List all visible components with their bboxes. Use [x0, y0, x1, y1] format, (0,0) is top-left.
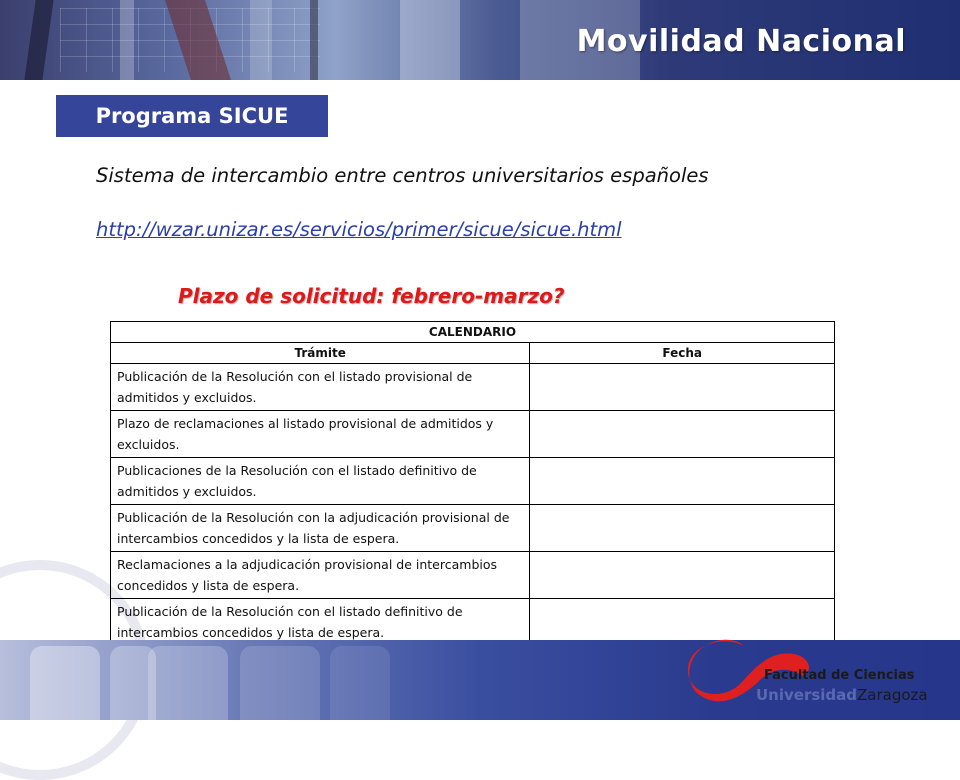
deadline-note: Plazo de solicitud: febrero-marzo?	[178, 284, 565, 308]
calendar-title: CALENDARIO	[111, 322, 835, 343]
table-row	[111, 364, 835, 411]
tramite-cell: Publicación de la Resolución con el listado definitivo de intercambios concedidos y lista de espera.	[111, 599, 530, 646]
header-banner	[0, 0, 960, 80]
tramite-cell: Publicación de la Resolución con la adjudicación provisional de intercambios concedidos y la lista de espera.	[111, 505, 530, 552]
banner-decor	[250, 0, 272, 80]
tramite-cell: Publicación de la Resolución con el listado provisional de admitidos y excluidos.	[111, 364, 530, 411]
table-row	[111, 552, 835, 599]
program-label: Programa SICUE	[56, 95, 328, 137]
banner-decor	[400, 0, 460, 80]
coat-of-arms-icon	[148, 646, 228, 720]
table-row	[111, 411, 835, 458]
tramite-cell: Publicaciones de la Resolución con el listado definitivo de admitidos y excluidos.	[111, 458, 530, 505]
banner-decor	[310, 0, 318, 80]
table-row	[111, 505, 835, 552]
fecha-cell	[530, 552, 835, 599]
faculty-logo	[682, 636, 942, 708]
calendar-header-row	[111, 343, 835, 364]
coat-of-arms-icon	[30, 646, 100, 720]
banner-decor	[24, 0, 53, 80]
tramite-cell: Reclamaciones a la adjudicación provisional de intercambios concedidos y lista de espera.	[111, 552, 530, 599]
column-header-tramite: Trámite	[111, 343, 530, 364]
banner-decor	[120, 0, 134, 80]
logo-university-text	[756, 686, 928, 704]
sicue-link[interactable]: http://wzar.unizar.es/servicios/primer/sicue/sicue.html	[96, 218, 622, 241]
fecha-cell	[530, 505, 835, 552]
column-header-fecha: Fecha	[530, 343, 835, 364]
calendar-table	[110, 321, 835, 646]
logo-university-word: Universidad	[756, 686, 858, 704]
coat-of-arms-icon	[240, 646, 320, 720]
fecha-cell	[530, 411, 835, 458]
logo-faculty-text: Facultad de Ciencias	[764, 668, 915, 683]
program-description: Sistema de intercambio entre centros universitarios españoles	[96, 164, 709, 187]
page-title: Movilidad Nacional	[576, 24, 906, 59]
logo-zaragoza-word: Zaragoza	[857, 686, 928, 704]
calendar-title-row	[111, 322, 835, 343]
fecha-cell	[530, 364, 835, 411]
coat-of-arms-icon	[330, 646, 390, 720]
fecha-cell	[530, 458, 835, 505]
tramite-cell: Plazo de reclamaciones al listado provisional de admitidos y excluidos.	[111, 411, 530, 458]
table-row	[111, 458, 835, 505]
